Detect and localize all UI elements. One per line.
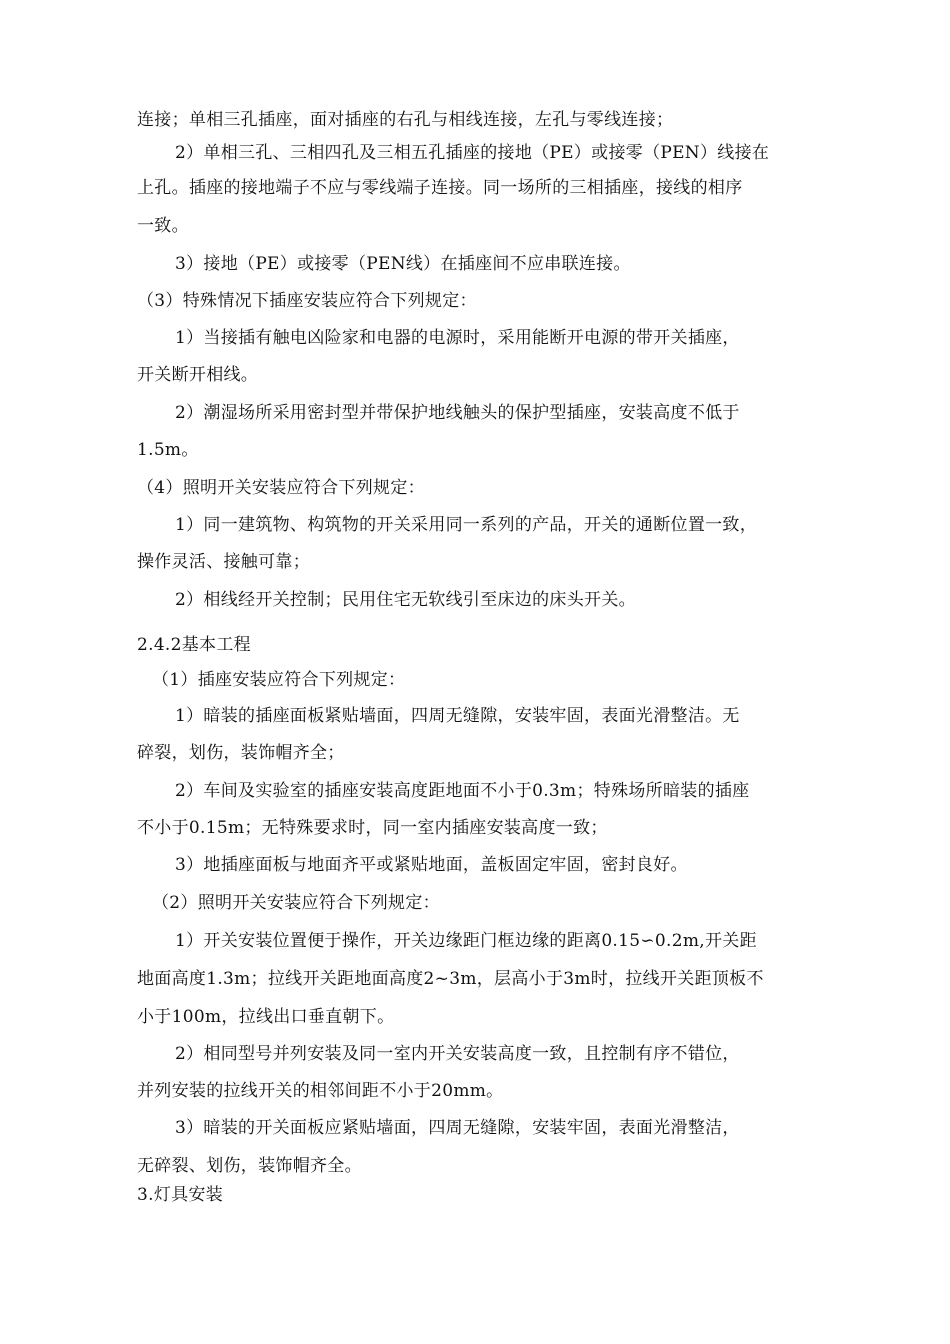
text-line: 碎裂，划伤，装饰帽齐全； [137,743,345,763]
text-line: 2）单相三孔、三相四孔及三相五孔插座的接地（PE）或接零（PEN）线接在 [175,143,770,163]
text-line: 上孔。插座的接地端子不应与零线端子连接。同一场所的三相插座，接线的相序 [137,178,743,198]
text-line: 1）暗装的插座面板紧贴墙面，四周无缝隙，安装牢固，表面光滑整洁。无 [175,706,740,726]
text-line: （3）特殊情况下插座安装应符合下列规定： [137,291,477,311]
text-line: 1）当接插有触电凶险家和电器的电源时，采用能断开电源的带开关插座， [175,328,740,348]
text-line: 开关断开相线。 [137,365,259,385]
text-line: 2）潮湿场所采用密封型并带保护地线触头的保护型插座，安装高度不低于 [175,403,740,423]
text-line: 3）接地（PE）或接零（PEN线）在插座间不应串联连接。 [175,254,631,274]
text-line: 并列安装的拉线开关的相邻间距不小于20mm。 [137,1081,504,1101]
text-line: 地面高度1.3m；拉线开关距地面高度2~3m，层高小于3m时，拉线开关距顶板不 [137,969,764,989]
text-line: 小于100m，拉线出口垂直朝下。 [137,1007,395,1027]
text-line: 1）开关安装位置便于操作，开关边缘距门框边缘的距离0.15∽0.2m,开关距 [175,931,757,951]
text-line: 1.5m。 [137,440,199,460]
text-line: 3）地插座面板与地面齐平或紧贴地面，盖板固定牢固，密封良好。 [175,855,688,875]
text-line: （2）照明开关安装应符合下列规定： [152,893,440,913]
text-line: （4）照明开关安装应符合下列规定： [137,478,425,498]
text-line: 不小于0.15m；无特殊要求时，同一室内插座安装高度一致； [137,818,608,838]
section-heading: 2.4.2基本工程 [137,635,251,655]
text-line: 一致。 [137,216,189,236]
text-line: 1）同一建筑物、构筑物的开关采用同一系列的产品，开关的通断位置一致， [175,515,758,535]
text-line: 2）车间及实验室的插座安装高度距地面不小于0.3m；特殊场所暗装的插座 [175,781,750,801]
text-line: 3）暗装的开关面板应紧贴墙面，四周无缝隙，安装牢固，表面光滑整洁， [175,1118,740,1138]
section-heading: 3.灯具安装 [137,1185,224,1205]
text-line: 无碎裂、划伤，装饰帽齐全。 [137,1156,362,1176]
text-line: 2）相同型号并列安装及同一室内开关安装高度一致，且控制有序不错位， [175,1044,740,1064]
text-line: （1）插座安装应符合下列规定： [152,670,406,690]
text-line: 连接；单相三孔插座，面对插座的右孔与相线连接，左孔与零线连接； [137,110,674,130]
text-line: 操作灵活、接触可靠； [137,552,310,572]
text-line: 2）相线经开关控制；民用住宅无软线引至床边的床头开关。 [175,590,636,610]
